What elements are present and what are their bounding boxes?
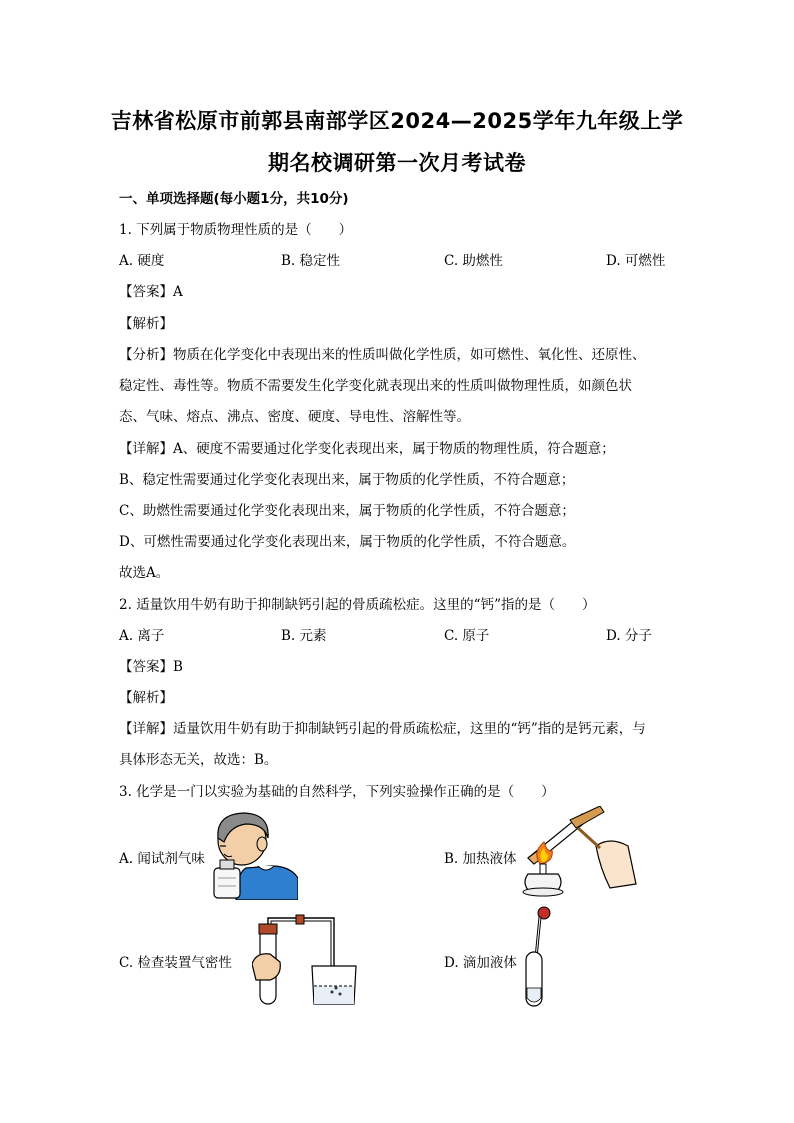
smelling-reagent-illustration xyxy=(206,808,298,900)
q3-option-b: B. 加热液体 xyxy=(444,851,517,867)
q1-detail-line: B、稳定性需要通过化学变化表现出来，属于物质的化学性质，不符合题意； xyxy=(119,472,575,488)
q1-option-d: D. 可燃性 xyxy=(606,253,666,269)
q1-detail-line: D、可燃性需要通过化学变化表现出来，属于物质的化学性质，不符合题意。 xyxy=(119,534,576,550)
dropping-liquid-illustration xyxy=(516,906,556,1008)
page-title-line1: 吉林省松原市前郭县南部学区2024—2025学年九年级上学 xyxy=(110,109,684,133)
q2-option-b: B. 元素 xyxy=(281,628,327,644)
q1-fenxi-line: 稳定性、毒性等。物质不需要发生化学变化就表现出来的性质叫做物理性质，如颜色状 xyxy=(119,378,632,394)
q2-option-c: C. 原子 xyxy=(444,628,490,644)
q2-option-a: A. 离子 xyxy=(119,628,165,644)
q1-option-c: C. 助燃性 xyxy=(444,253,503,269)
q2-stem: 2. 适量饮用牛奶有助于抑制缺钙引起的骨质疏松症。这里的“钙”指的是（ ） xyxy=(119,597,596,613)
q3-stem: 3. 化学是一门以实验为基础的自然科学，下列实验操作正确的是（ ） xyxy=(119,784,555,800)
q1-conclusion: 故选A。 xyxy=(119,565,170,581)
q1-fenxi-line: 态、气味、熔点、沸点、密度、硬度、导电性、溶解性等。 xyxy=(119,409,470,425)
q3-option-d: D. 滴加液体 xyxy=(444,955,517,971)
airtightness-check-illustration xyxy=(252,914,364,1006)
q2-detail-line: 具体形态无关，故选：B。 xyxy=(119,752,278,768)
q2-answer: 【答案】B xyxy=(119,659,183,675)
q1-fenxi-line: 【分析】物质在化学变化中表现出来的性质叫做化学性质，如可燃性、氧化性、还原性、 xyxy=(119,347,646,363)
section-heading: 一、单项选择题(每小题1分，共10分) xyxy=(119,191,349,207)
q1-option-a: A. 硬度 xyxy=(119,253,165,269)
q1-analysis-label: 【解析】 xyxy=(119,316,173,332)
q2-option-d: D. 分子 xyxy=(606,628,652,644)
page-title-line2: 期名校调研第一次月考试卷 xyxy=(268,151,526,175)
q1-stem: 1. 下列属于物质物理性质的是（ ） xyxy=(119,222,353,238)
q1-detail-line: C、助燃性需要通过化学变化表现出来，属于物质的化学性质，不符合题意； xyxy=(119,503,575,519)
q1-answer: 【答案】A xyxy=(119,284,183,300)
q1-option-b: B. 稳定性 xyxy=(281,253,341,269)
q2-analysis-label: 【解析】 xyxy=(119,690,173,706)
q3-option-a: A. 闻试剂气味 xyxy=(119,851,205,867)
q1-detail-line: 【详解】A、硬度不需要通过化学变化表现出来，属于物质的物理性质，符合题意； xyxy=(119,441,615,457)
q3-option-c: C. 检查装置气密性 xyxy=(119,955,232,971)
heating-liquid-illustration xyxy=(500,806,640,898)
q2-detail-line: 【详解】适量饮用牛奶有助于抑制缺钙引起的骨质疏松症，这里的“钙”指的是钙元素，与 xyxy=(119,721,646,737)
